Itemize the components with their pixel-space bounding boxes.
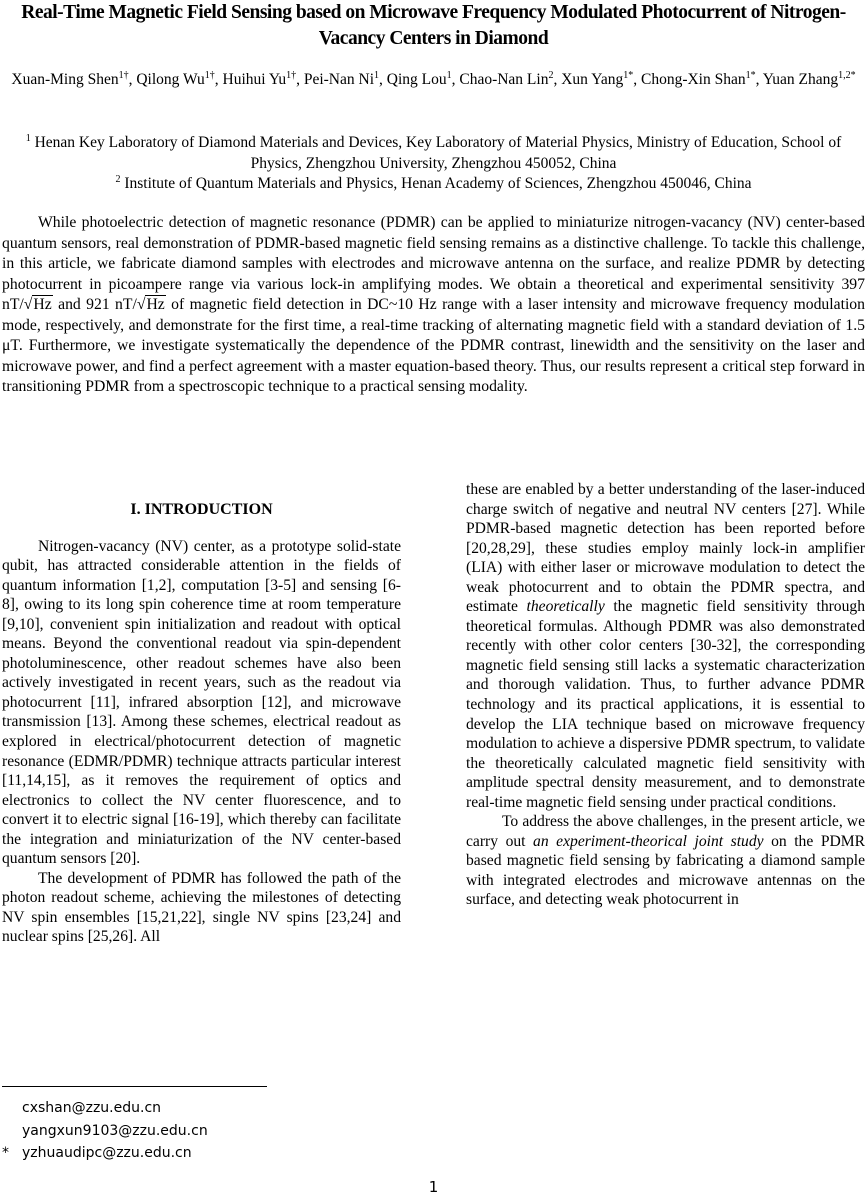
page-number: 1: [428, 1178, 439, 1196]
author: Qilong $Wu^{1\dagger}$,: [136, 70, 223, 88]
affiliations: [10, 133, 857, 195]
section-heading: I. INTRODUCTION: [130, 501, 273, 518]
author: Xuan-Ming Shen$^{1\dagger}$,: [11, 70, 137, 88]
paragraph: To address the above challenges, in the present article, we carry out an experiment-theorical joint study on the PDMR based magnetic field sensing by fabricating a diamond sample with integrated electrodes and microwave antennas on the surface, and detecting weak photocurrent in: [466, 813, 866, 909]
paragraph: The development of PDMR has followed the path of the photon readout scheme, achieving the milestones of detecting NV spin ensembles [15,21,22], single NV spins [23,24] and nuclear spins [25,26]. All: [2, 869, 401, 946]
affiliation: $^2$ Institute of Quantum Materials and Physics, Henan Academy of Sciences, Zhengzhou 450046, China: [115, 174, 752, 192]
footnotes: [2, 1097, 208, 1165]
footnote-divider: [2, 1086, 267, 1087]
author: Qing Lou$^1$,: [386, 70, 460, 88]
left-column: [2, 480, 401, 947]
footnote: cxshan@zzu.edu.cn: [22, 1100, 162, 1116]
footnote: yangxun9103@zzu.edu.cn: [22, 1122, 208, 1139]
affiliation: $^1$ Henan Key Laboratory of Diamond Materials and Devices, Key Laboratory of Material Physics, Ministry of Education, School of Physics, Zhengzhou University, Zhengzhou 450052, China: [25, 133, 842, 172]
footnote: * yzhuaudipc@zzu.edu.cn: [2, 1145, 192, 1161]
right-column: [466, 480, 865, 910]
author: Pei-Nan Ni$^1$,: [303, 70, 387, 88]
author: Huihui $Yu^{1\dagger}$,: [222, 70, 304, 88]
paragraph: Nitrogen-vacancy (NV) center, as a prototype solid-state qubit, has attracted considerable attention in the fields of quantum information [1,2], computation [3-5] and sensing [6-8], owing to its long spin coherence time at room temperature [9,10], convenient spin initialization and readout with optical means. Beyond the conventional readout via spin-dependent photoluminescence, other readout schemes have also been actively investigated in recent years, such as the readout via photocurrent [11], infrared absorption [12], and microwave transmission [13]. Among these schemes, electrical readout as explored in electrical/photocurrent detection of magnetic resonance (EDMR/PDMR) technique attracts particular interest [11,14,15], as it removes the requirement of optics and electronics to collect the NV center fluorescence, and to convert it to electric signal [16-19], which thereby can facilitate the integration and miniaturization of the NV center-based quantum sensors [20].: [2, 537, 401, 868]
sensitivity-unit: nT/√Hz: [115, 296, 165, 313]
paper-title: Real-Time Magnetic Field Sensing based on Microwave Frequency Modulated Photocurrent of Nitrogen-Vacancy Centers in Diamond: [21, 2, 846, 49]
author: Yuan Zhang$^{1,2*}$: [762, 70, 856, 88]
abstract: While photoelectric detection of magnetic resonance (PDMR) can be applied to miniaturize nitrogen-vacancy (NV) center-based quantum sensors, real demonstration of PDMR-based magnetic field sensing remains as a distinctive challenge. To tackle this challenge, in this article, we fabricate diamond samples with electrodes and microwave antenna on the surface, and realize PDMR by detecting photocurrent in picoampere range via various lock-in amplifying modes. We obtain a theoretical and experimental sensitivity 397 nT/√Hz and 921 nT/√Hz of magnetic field detection in DC~10 Hz range with a laser intensity and microwave frequency modulation mode, respectively, and demonstrate for the first time, a real-time tracking of alternating magnetic field with a standard deviation of 1.5 μT. Furthermore, we investigate systematically the dependence of the PDMR contrast, linewidth and the sensitivity on the laser and microwave power, and find a perfect agreement with a master equation-based theory. Thus, our results represent a critical step forward in transitioning PDMR from a spectroscopic technique to a practical sensing modality.: [2, 214, 865, 395]
author: Chao-Nan Lin$^2$,: [459, 70, 562, 88]
author: Chong-Xin Shan$^{1*}$,: [640, 70, 763, 88]
author-list: [10, 68, 857, 91]
author: Xun Yang$^{1*}$,: [561, 70, 641, 88]
paragraph: these are enabled by a better understanding of the laser-induced charge switch of negative and neutral NV centers [27]. While PDMR-based magnetic detection has been reported before [20,28,29], these studies employ mainly lock-in amplifier (LIA) with either laser or microwave modulation to detect the weak photocurrent and to obtain the PDMR spectra, and estimate theoretically the magnetic field sensitivity through theoretical formulas. Although PDMR was also demonstrated recently with other color centers [30-32], the corresponding magnetic field sensing still lacks a systematic characterization and thorough validation. Thus, to further advance PDMR technology and its practical applications, it is essential to develop the LIA technique based on microwave frequency modulation to achieve a dispersive PDMR spectrum, to validate the theoretically calculated magnetic field sensitivity with amplitude spectral density measurement, and to demonstrate real-time magnetic field sensing under practical conditions.: [466, 481, 865, 811]
sensitivity-unit: nT/√Hz: [2, 296, 52, 313]
